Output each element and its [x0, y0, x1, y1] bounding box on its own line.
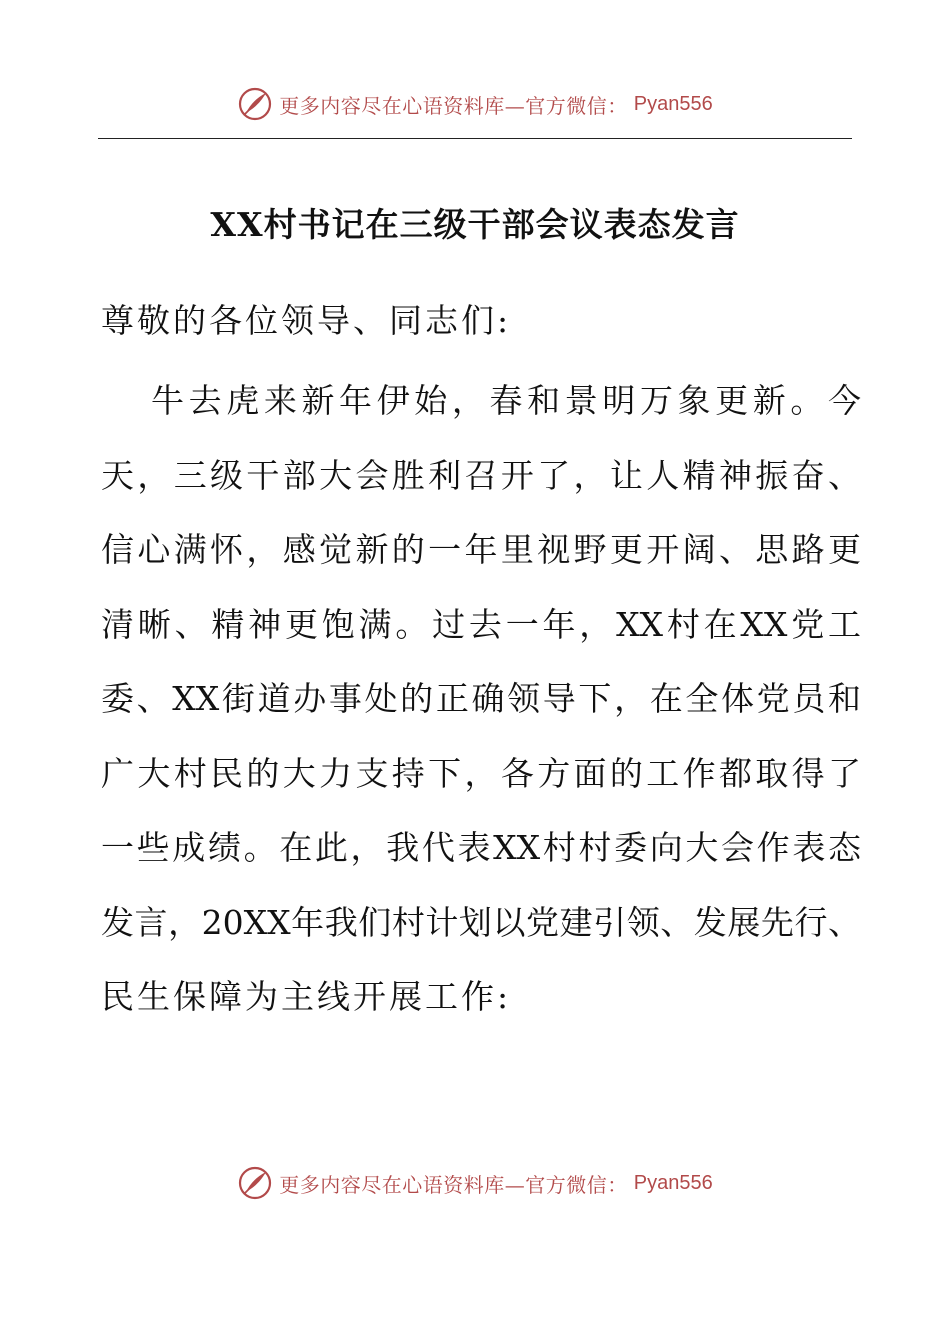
paragraph-line: 一些成绩。在此，我代表XX村村委向大会作表态: [101, 828, 861, 867]
body-paragraph: [101, 364, 861, 1035]
paragraph-line: 民生保障为主线开展工作:: [101, 977, 512, 1016]
quill-pen-logo-icon: [237, 86, 273, 122]
header-watermark-text: 更多内容尽在心语资料库—官方微信：: [279, 93, 628, 118]
header-watermark-handle: Pyan556: [633, 92, 713, 115]
paragraph-line: 广大村民的大力支持下，各方面的工作都取得了: [101, 753, 861, 793]
quill-pen-logo-icon: [237, 1165, 273, 1201]
footer-watermark-text: 更多内容尽在心语资料库—官方微信：: [279, 1172, 628, 1197]
document-title: XX村书记在三级干部会议表态发言: [210, 205, 740, 244]
salutation: 尊敬的各位领导、同志们:: [101, 301, 512, 340]
paragraph-line: 发言，20XX年我们村计划以党建引领、发展先行、: [101, 902, 861, 942]
header-watermark: [0, 84, 950, 124]
paragraph-line: 牛去虎来新年伊始，春和景明万象更新。今: [151, 381, 861, 420]
footer-watermark-content: [237, 1165, 712, 1201]
footer-watermark: [0, 1163, 950, 1203]
header-watermark-content: [237, 86, 712, 122]
paragraph-line: 委、XX街道办事处的正确领导下，在全体党员和: [101, 679, 861, 718]
paragraph-line: 天，三级干部大会胜利召开了，让人精神振奋、: [101, 455, 861, 495]
header-divider: [98, 138, 852, 139]
paragraph-line: 清晰、精神更饱满。过去一年，XX村在XX党工: [101, 604, 861, 644]
paragraph-line: 信心满怀，感觉新的一年里视野更开阔、思路更: [101, 530, 861, 569]
footer-watermark-handle: Pyan556: [633, 1171, 713, 1194]
